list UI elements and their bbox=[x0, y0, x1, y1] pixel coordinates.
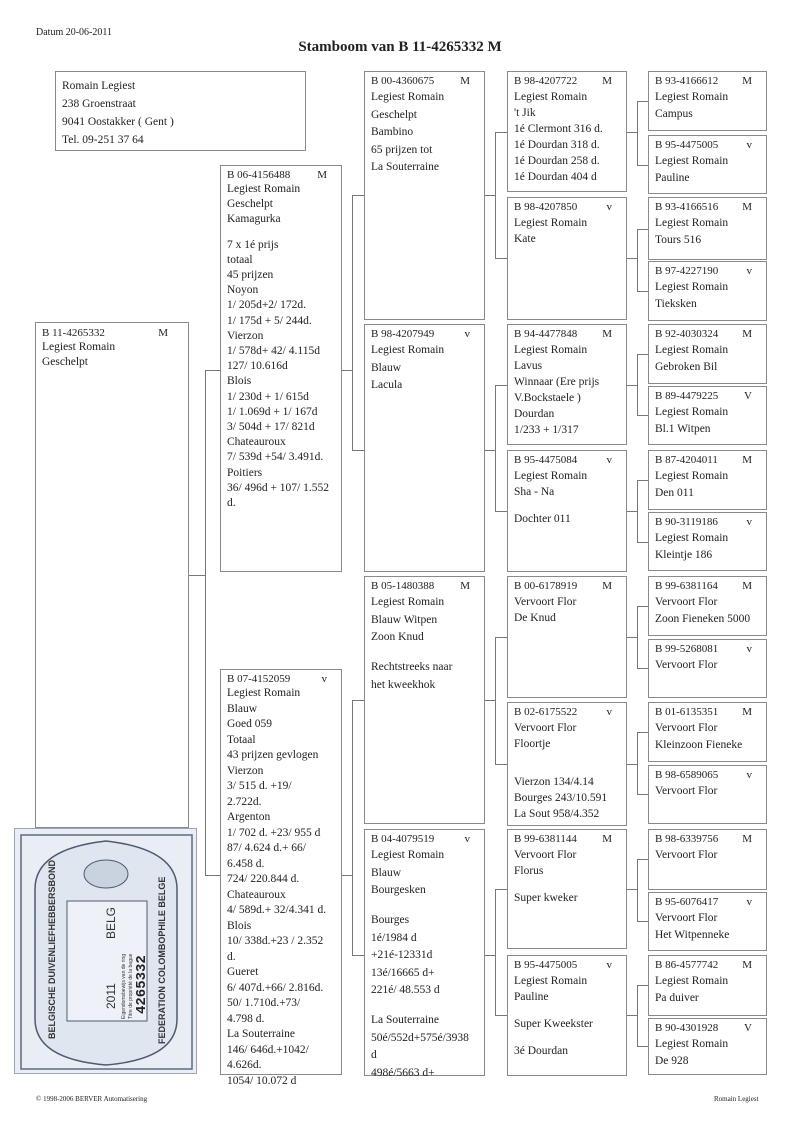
great-grandparent-card-line: 1é Dourdan 258 d. bbox=[514, 155, 600, 167]
grandparent-card bbox=[364, 324, 485, 572]
connector-line bbox=[342, 875, 352, 876]
g-great-grandparent-card-ring: B 99-5268081 v bbox=[655, 643, 752, 655]
connector-line bbox=[637, 354, 638, 415]
g-great-grandparent-card bbox=[648, 639, 767, 698]
mother-line: Chateauroux bbox=[227, 888, 286, 901]
connector-line bbox=[205, 370, 206, 875]
g-great-grandparent-card-line: De 928 bbox=[655, 1055, 689, 1067]
grandparent-card-line: Bourgesken bbox=[371, 884, 426, 896]
connector-line bbox=[352, 700, 353, 955]
g-great-grandparent-card-line: Legiest Romain bbox=[655, 470, 729, 482]
connector-line bbox=[627, 1015, 637, 1016]
connector-line bbox=[485, 700, 495, 701]
g-great-grandparent-card bbox=[648, 765, 767, 824]
great-grandparent-card bbox=[507, 197, 627, 320]
g-great-grandparent-card-line: Legiest Romain bbox=[655, 344, 729, 356]
connector-line bbox=[495, 258, 507, 259]
great-grandparent-card-line: Sha - Na bbox=[514, 486, 555, 498]
g-great-grandparent-card bbox=[648, 576, 767, 636]
great-grandparent-card-line bbox=[514, 1005, 620, 1016]
g-great-grandparent-card-line: Legiest Romain bbox=[655, 281, 729, 293]
connector-line bbox=[637, 165, 648, 166]
great-grandparent-card-ring: B 02-6175522 v bbox=[514, 706, 612, 718]
father-line: 1/ 175d + 5/ 244d. bbox=[227, 314, 312, 327]
subject-ring: B 11-4265332 M bbox=[42, 327, 168, 339]
grandparent-card-line: 13é/16665 d+ bbox=[371, 966, 435, 979]
connector-line bbox=[495, 385, 496, 511]
connector-line bbox=[637, 480, 638, 542]
grandparent-card-ring: B 98-4207949 v bbox=[371, 328, 470, 340]
great-grandparent-card-line: 1é Clermont 316 d. bbox=[514, 123, 603, 135]
great-grandparent-card bbox=[507, 702, 627, 826]
g-great-grandparent-card-line: Legiest Romain bbox=[655, 155, 729, 167]
father-line: Chateauroux bbox=[227, 436, 286, 449]
stamp-right-text: FEDERATION COLOMBOPHILE BELGE bbox=[157, 876, 167, 1044]
connector-line bbox=[637, 859, 638, 921]
connector-line bbox=[495, 637, 496, 764]
connector-line bbox=[352, 195, 364, 196]
g-great-grandparent-card-line: Gebroken Bil bbox=[655, 361, 718, 373]
g-great-grandparent-card-line: Vervoort Flor bbox=[655, 849, 718, 861]
mother-card bbox=[220, 669, 342, 1087]
subject-color: Geschelpt bbox=[42, 356, 88, 368]
connector-line bbox=[495, 511, 507, 512]
g-great-grandparent-card-line: Legiest Romain bbox=[655, 975, 729, 987]
great-grandparent-card-line: Kate bbox=[514, 233, 536, 245]
grandparent-card-line: Bambino bbox=[371, 126, 414, 138]
great-grandparent-card-line: Legiest Romain bbox=[514, 470, 588, 482]
mother-line: Blauw bbox=[227, 702, 258, 715]
g-great-grandparent-card-line: Legiest Romain bbox=[655, 532, 729, 544]
grandparent-card-line: Legiest Romain bbox=[371, 91, 445, 103]
connector-line bbox=[485, 450, 495, 451]
mother-line: Argenton bbox=[227, 811, 271, 823]
g-great-grandparent-card-line: Legiest Romain bbox=[655, 217, 729, 229]
connector-line bbox=[485, 195, 495, 196]
connector-line bbox=[189, 575, 205, 576]
grandparent-card-line: d bbox=[371, 1049, 377, 1061]
g-great-grandparent-card-ring: B 89-4479225 V bbox=[655, 390, 752, 402]
great-grandparent-card-line: Legiest Romain bbox=[514, 975, 588, 987]
date-label: Datum 20-06-2011 bbox=[36, 27, 113, 38]
g-great-grandparent-card-line: Pauline bbox=[655, 172, 690, 184]
father-line: Noyon bbox=[227, 284, 259, 297]
great-grandparent-card bbox=[507, 955, 627, 1076]
connector-line bbox=[627, 511, 637, 512]
connector-line bbox=[495, 132, 496, 258]
g-great-grandparent-card bbox=[648, 450, 767, 510]
g-great-grandparent-card-line: Tieksken bbox=[655, 298, 697, 310]
father-line: totaal bbox=[227, 253, 253, 266]
great-grandparent-card-ring: B 94-4477848 M bbox=[514, 328, 612, 340]
g-great-grandparent-card-line: Legiest Romain bbox=[655, 1038, 729, 1050]
mother-line: Vierzon bbox=[227, 764, 264, 777]
mother-line: 1/ 702 d. +23/ 955 d bbox=[227, 826, 321, 839]
grandparent-card-line: het kweekhok bbox=[371, 678, 436, 691]
g-great-grandparent-card-line: Campus bbox=[655, 108, 693, 120]
mother-line: Blois bbox=[227, 919, 252, 932]
stamp-note-2: Titre de propriété de la bague bbox=[128, 953, 134, 1019]
g-great-grandparent-card-line: Legiest Romain bbox=[655, 406, 729, 418]
grandparent-card bbox=[364, 829, 485, 1079]
connector-line bbox=[637, 921, 648, 922]
connector-line bbox=[637, 732, 638, 794]
connector-line bbox=[485, 955, 495, 956]
father-line: 7 x 1é prijs bbox=[227, 238, 279, 251]
great-grandparent-card-line: 't Jik bbox=[514, 107, 536, 119]
great-grandparent-card-line: 1é Dourdan 404 d bbox=[514, 171, 597, 183]
mother-line: 43 prijzen gevlogen bbox=[227, 749, 319, 761]
g-great-grandparent-card-line: Vervoort Flor bbox=[655, 659, 718, 671]
stamp-note-1: Eigendomsbewijs van de ring bbox=[121, 953, 127, 1019]
grandparent-card-line: 221é/ 48.553 d bbox=[371, 984, 440, 996]
g-great-grandparent-card-line: Zoon Fieneken 5000 bbox=[655, 613, 751, 625]
grandparent-card-line: Blauw bbox=[371, 866, 402, 879]
mother-line: 4.626d. bbox=[227, 1059, 262, 1071]
great-grandparent-card-line: Vervoort Flor bbox=[514, 849, 577, 861]
connector-line bbox=[352, 700, 364, 701]
owner-name: Romain Legiest bbox=[62, 80, 136, 92]
grandparent-card-line: 498é/5663 d+ bbox=[371, 1066, 435, 1079]
g-great-grandparent-card-ring: B 98-6339756 M bbox=[655, 833, 752, 845]
g-great-grandparent-card-ring: B 93-4166612 M bbox=[655, 75, 752, 87]
g-great-grandparent-card-ring: B 93-4166516 M bbox=[655, 201, 752, 213]
great-grandparent-card-line bbox=[514, 500, 620, 511]
connector-line bbox=[495, 889, 507, 890]
connector-line bbox=[637, 859, 648, 860]
connector-line bbox=[637, 668, 648, 669]
g-great-grandparent-card-line: Kleinzoon Fieneke bbox=[655, 739, 743, 751]
stamp-left-text: BELGISCHE DUIVENLIEFHEBBERSBOND bbox=[47, 859, 57, 1039]
mother-line: 6/ 407d.+66/ 2.816d. bbox=[227, 981, 324, 994]
great-grandparent-card-line: Legiest Romain bbox=[514, 91, 588, 103]
g-great-grandparent-card-line: Bl.1 Witpen bbox=[655, 423, 711, 435]
grandparent-card-line: 65 prijzen tot bbox=[371, 143, 433, 156]
great-grandparent-card-line: 1é Dourdan 318 d. bbox=[514, 139, 600, 151]
g-great-grandparent-card-line: Pa duiver bbox=[655, 992, 699, 1004]
footer-owner: Romain Legiest bbox=[714, 1095, 759, 1103]
father-line: 127/ 10.616d bbox=[227, 360, 288, 373]
connector-line bbox=[637, 794, 648, 795]
g-great-grandparent-card-line: Tours 516 bbox=[655, 234, 702, 246]
g-great-grandparent-card-ring: B 97-4227190 v bbox=[655, 265, 752, 277]
great-grandparent-card bbox=[507, 829, 627, 949]
ring-certificate-graphic bbox=[15, 829, 198, 1075]
connector-line bbox=[352, 955, 364, 956]
father-line: d. bbox=[227, 497, 236, 510]
connector-line bbox=[637, 229, 638, 291]
great-grandparent-card-line: Vervoort Flor bbox=[514, 596, 577, 608]
mother-line: 4/ 589d.+ 32/4.341 d. bbox=[227, 904, 327, 916]
connector-line bbox=[637, 606, 648, 607]
mother-line: Goed 059 bbox=[227, 718, 273, 730]
father-line: 3/ 504d + 17/ 821d bbox=[227, 421, 315, 434]
connector-line bbox=[495, 132, 507, 133]
g-great-grandparent-card bbox=[648, 261, 767, 321]
connector-line bbox=[637, 415, 648, 416]
g-great-grandparent-card-line: Vervoort Flor bbox=[655, 722, 718, 734]
great-grandparent-card-line: Super Kweekster bbox=[514, 1018, 593, 1030]
g-great-grandparent-card-ring: B 86-4577742 M bbox=[655, 959, 752, 971]
grandparent-card-line: 1é/1984 d bbox=[371, 931, 417, 944]
great-grandparent-card-line: Dourdan bbox=[514, 408, 555, 420]
grandparent-card-line: Blauw Witpen bbox=[371, 613, 438, 626]
g-great-grandparent-card-line: Het Witpenneke bbox=[655, 929, 730, 941]
father-line: Poitiers bbox=[227, 466, 263, 479]
father-line: 1/ 230d + 1/ 615d bbox=[227, 390, 309, 403]
great-grandparent-card bbox=[507, 324, 627, 445]
great-grandparent-card-line bbox=[514, 879, 620, 890]
father-line: 36/ 496d + 107/ 1.552 bbox=[227, 481, 330, 494]
g-great-grandparent-card-ring: B 99-6381164 M bbox=[655, 580, 752, 592]
mother-line: 1054/ 10.072 d bbox=[227, 1074, 297, 1087]
mother-line: Totaal bbox=[227, 733, 256, 746]
father-card bbox=[220, 165, 342, 572]
stamp-year: 2011 bbox=[104, 983, 118, 1009]
mother-line: 4.798 d. bbox=[227, 1012, 265, 1025]
stamp-country: BELG bbox=[104, 906, 118, 939]
grandparent-card-line: Legiest Romain bbox=[371, 849, 445, 861]
father-ring: B 06-4156488 M bbox=[227, 169, 327, 181]
mother-line: 3/ 515 d. +19/ bbox=[227, 780, 292, 792]
mother-line: d. bbox=[227, 950, 236, 963]
connector-line bbox=[637, 606, 638, 668]
mother-ring: B 07-4152059 v bbox=[227, 673, 327, 685]
connector-line bbox=[627, 385, 637, 386]
great-grandparent-card-line: Super kweker bbox=[514, 892, 578, 904]
connector-line bbox=[627, 258, 637, 259]
great-grandparent-card-line: Floortje bbox=[514, 738, 551, 750]
great-grandparent-card-line: De Knud bbox=[514, 612, 556, 624]
g-great-grandparent-card bbox=[648, 702, 767, 762]
great-grandparent-card-line bbox=[514, 763, 620, 774]
great-grandparent-card-line: Lavus bbox=[514, 360, 543, 372]
g-great-grandparent-card bbox=[648, 512, 767, 571]
connector-line bbox=[495, 764, 507, 765]
owner-city: 9041 Oostakker ( Gent ) bbox=[62, 116, 174, 128]
g-great-grandparent-card bbox=[648, 829, 767, 890]
g-great-grandparent-card-line: Legiest Romain bbox=[655, 91, 729, 103]
mother-line: 50/ 1.710d.+73/ bbox=[227, 997, 301, 1009]
father-line: 7/ 539d +54/ 3.491d. bbox=[227, 451, 324, 464]
great-grandparent-card-line: Vierzon 134/4.14 bbox=[514, 776, 594, 788]
great-grandparent-card-line: Legiest Romain bbox=[514, 217, 588, 229]
grandparent-card-line bbox=[371, 1000, 478, 1013]
g-great-grandparent-card bbox=[648, 892, 767, 951]
great-grandparent-card-ring: B 00-6178919 M bbox=[514, 580, 612, 592]
grandparent-card bbox=[364, 576, 485, 824]
great-grandparent-card-line: Dochter 011 bbox=[514, 513, 571, 525]
connector-line bbox=[637, 229, 648, 230]
connector-line bbox=[627, 637, 637, 638]
father-line: 45 prijzen bbox=[227, 269, 274, 282]
grandparent-card-line bbox=[371, 647, 478, 660]
owner-phone: Tel. 09-251 37 64 bbox=[62, 134, 144, 146]
mother-line: Gueret bbox=[227, 966, 259, 978]
grandparent-card-line: Legiest Romain bbox=[371, 596, 445, 608]
father-line: 1/ 1.069d + 1/ 167d bbox=[227, 405, 318, 418]
page-title: Stamboom van B 11-4265332 M bbox=[298, 39, 502, 55]
subject-card bbox=[35, 322, 189, 828]
g-great-grandparent-card-line: Vervoort Flor bbox=[655, 912, 718, 924]
grandparent-card-line: La Souterraine bbox=[371, 1014, 440, 1026]
great-grandparent-card-ring: B 98-4207850 v bbox=[514, 201, 612, 213]
grandparent-card-line: +21é-12331d bbox=[371, 949, 433, 961]
grandparent-card-line: Blauw bbox=[371, 361, 402, 374]
grandparent-card bbox=[364, 71, 485, 320]
g-great-grandparent-card-ring: B 95-6076417 v bbox=[655, 896, 752, 908]
great-grandparent-card-line: Pauline bbox=[514, 991, 549, 1003]
grandparent-card-line: Rechtstreeks naar bbox=[371, 661, 453, 673]
subject-owner: Legiest Romain bbox=[42, 341, 116, 353]
g-great-grandparent-card-line: Vervoort Flor bbox=[655, 596, 718, 608]
connector-line bbox=[627, 889, 637, 890]
father-line: Kamagurka bbox=[227, 213, 281, 226]
connector-line bbox=[637, 985, 638, 1046]
great-grandparent-card-ring: B 98-4207722 M bbox=[514, 75, 612, 87]
father-line: 1/ 205d+2/ 172d. bbox=[227, 299, 307, 312]
great-grandparent-card-line: V.Bockstaele ) bbox=[514, 392, 581, 404]
g-great-grandparent-card bbox=[648, 71, 767, 131]
connector-line bbox=[637, 291, 648, 292]
connector-line bbox=[637, 732, 648, 733]
great-grandparent-card-ring: B 95-4475084 v bbox=[514, 454, 612, 466]
great-grandparent-card-line: 3é Dourdan bbox=[514, 1045, 568, 1057]
great-grandparent-card-line bbox=[514, 752, 620, 763]
grandparent-card-line: Legiest Romain bbox=[371, 344, 445, 356]
great-grandparent-card-line: 1/233 + 1/317 bbox=[514, 424, 579, 436]
connector-line bbox=[352, 450, 364, 451]
owner-street: 238 Groenstraat bbox=[62, 98, 136, 110]
connector-line bbox=[637, 101, 638, 165]
footer-copyright: © 1998-2006 BERVER Automatisering bbox=[36, 1095, 148, 1103]
great-grandparent-card bbox=[507, 71, 627, 192]
connector-line bbox=[495, 1015, 507, 1016]
grandparent-card-ring: B 05-1480388 M bbox=[371, 580, 470, 592]
great-grandparent-card-ring: B 99-6381144 M bbox=[514, 833, 612, 845]
mother-line: 146/ 646d.+1042/ bbox=[227, 1043, 309, 1056]
connector-line bbox=[352, 195, 353, 450]
grandparent-card-line: 50é/552d+575é/3938 bbox=[371, 1031, 469, 1044]
connector-line bbox=[637, 985, 648, 986]
connector-line bbox=[627, 764, 637, 765]
great-grandparent-card bbox=[507, 450, 627, 572]
mother-line: 724/ 220.844 d. bbox=[227, 873, 300, 885]
grandparent-card-line: Bourges bbox=[371, 914, 410, 926]
connector-line bbox=[637, 1046, 648, 1047]
ring-certificate-stamp bbox=[14, 828, 197, 1074]
connector-line bbox=[637, 480, 648, 481]
g-great-grandparent-card-ring: B 90-4301928 V bbox=[655, 1022, 752, 1034]
g-great-grandparent-card-line: Kleintje 186 bbox=[655, 549, 713, 561]
connector-line bbox=[627, 132, 637, 133]
great-grandparent-card-ring: B 95-4475005 v bbox=[514, 959, 612, 971]
connector-line bbox=[637, 542, 648, 543]
g-great-grandparent-card bbox=[648, 197, 767, 260]
grandparent-card-line: Zoon Knud bbox=[371, 631, 424, 643]
father-line: 1/ 578d+ 42/ 4.115d bbox=[227, 345, 320, 358]
grandparent-card-ring: B 00-4360675 M bbox=[371, 75, 470, 87]
father-line bbox=[227, 228, 335, 238]
great-grandparent-card-line: Winnaar (Ere prijs bbox=[514, 376, 600, 388]
mother-line: Legiest Romain bbox=[227, 687, 301, 699]
connector-line bbox=[637, 101, 648, 102]
mother-line: La Souterraine bbox=[227, 1028, 296, 1040]
grandparent-card-line: Geschelpt bbox=[371, 108, 417, 121]
great-grandparent-card-line: Bourges 243/10.591 bbox=[514, 792, 608, 804]
g-great-grandparent-card-line: Den 011 bbox=[655, 487, 694, 499]
great-grandparent-card-line: Vervoort Flor bbox=[514, 722, 577, 734]
connector-line bbox=[205, 370, 220, 371]
mother-line: 6.458 d. bbox=[227, 857, 265, 870]
g-great-grandparent-card bbox=[648, 955, 767, 1016]
connector-line bbox=[495, 889, 496, 1015]
great-grandparent-card-line: Florus bbox=[514, 865, 544, 877]
owner-box bbox=[55, 71, 306, 151]
grandparent-card-line bbox=[371, 900, 478, 913]
mother-line: 87/ 4.624 d.+ 66/ bbox=[227, 842, 307, 854]
connector-line bbox=[205, 875, 220, 876]
g-great-grandparent-card bbox=[648, 1018, 767, 1075]
great-grandparent-card-line bbox=[514, 1032, 620, 1043]
connector-line bbox=[637, 354, 648, 355]
g-great-grandparent-card-ring: B 01-6135351 M bbox=[655, 706, 752, 718]
great-grandparent-card bbox=[507, 576, 627, 698]
g-great-grandparent-card bbox=[648, 135, 767, 194]
mother-line: 10/ 338d.+23 / 2.352 bbox=[227, 935, 324, 947]
connector-line bbox=[495, 637, 507, 638]
stamp-number: 4265332 bbox=[134, 955, 150, 1014]
g-great-grandparent-card bbox=[648, 324, 767, 384]
g-great-grandparent-card-line: Vervoort Flor bbox=[655, 785, 718, 797]
g-great-grandparent-card-ring: B 90-3119186 v bbox=[655, 516, 752, 528]
father-line: Geschelpt bbox=[227, 198, 273, 211]
father-line: Blois bbox=[227, 375, 252, 388]
g-great-grandparent-card-ring: B 98-6589065 v bbox=[655, 769, 752, 781]
great-grandparent-card-line: La Sout 958/4.352 bbox=[514, 808, 600, 820]
father-line: Legiest Romain bbox=[227, 183, 301, 195]
g-great-grandparent-card-ring: B 87-4204011 M bbox=[655, 454, 752, 466]
grandparent-card-line: La Souterraine bbox=[371, 161, 440, 173]
connector-line bbox=[495, 385, 507, 386]
grandparent-card-line: Lacula bbox=[371, 379, 403, 391]
father-line: Vierzon bbox=[227, 329, 264, 342]
grandparent-card-ring: B 04-4079519 v bbox=[371, 833, 470, 845]
great-grandparent-card-line: Legiest Romain bbox=[514, 344, 588, 356]
g-great-grandparent-card-ring: B 92-4030324 M bbox=[655, 328, 752, 340]
mother-line: 2.722d. bbox=[227, 795, 262, 808]
g-great-grandparent-card-ring: B 95-4475005 v bbox=[655, 139, 752, 151]
connector-line bbox=[342, 370, 352, 371]
g-great-grandparent-card bbox=[648, 386, 767, 445]
